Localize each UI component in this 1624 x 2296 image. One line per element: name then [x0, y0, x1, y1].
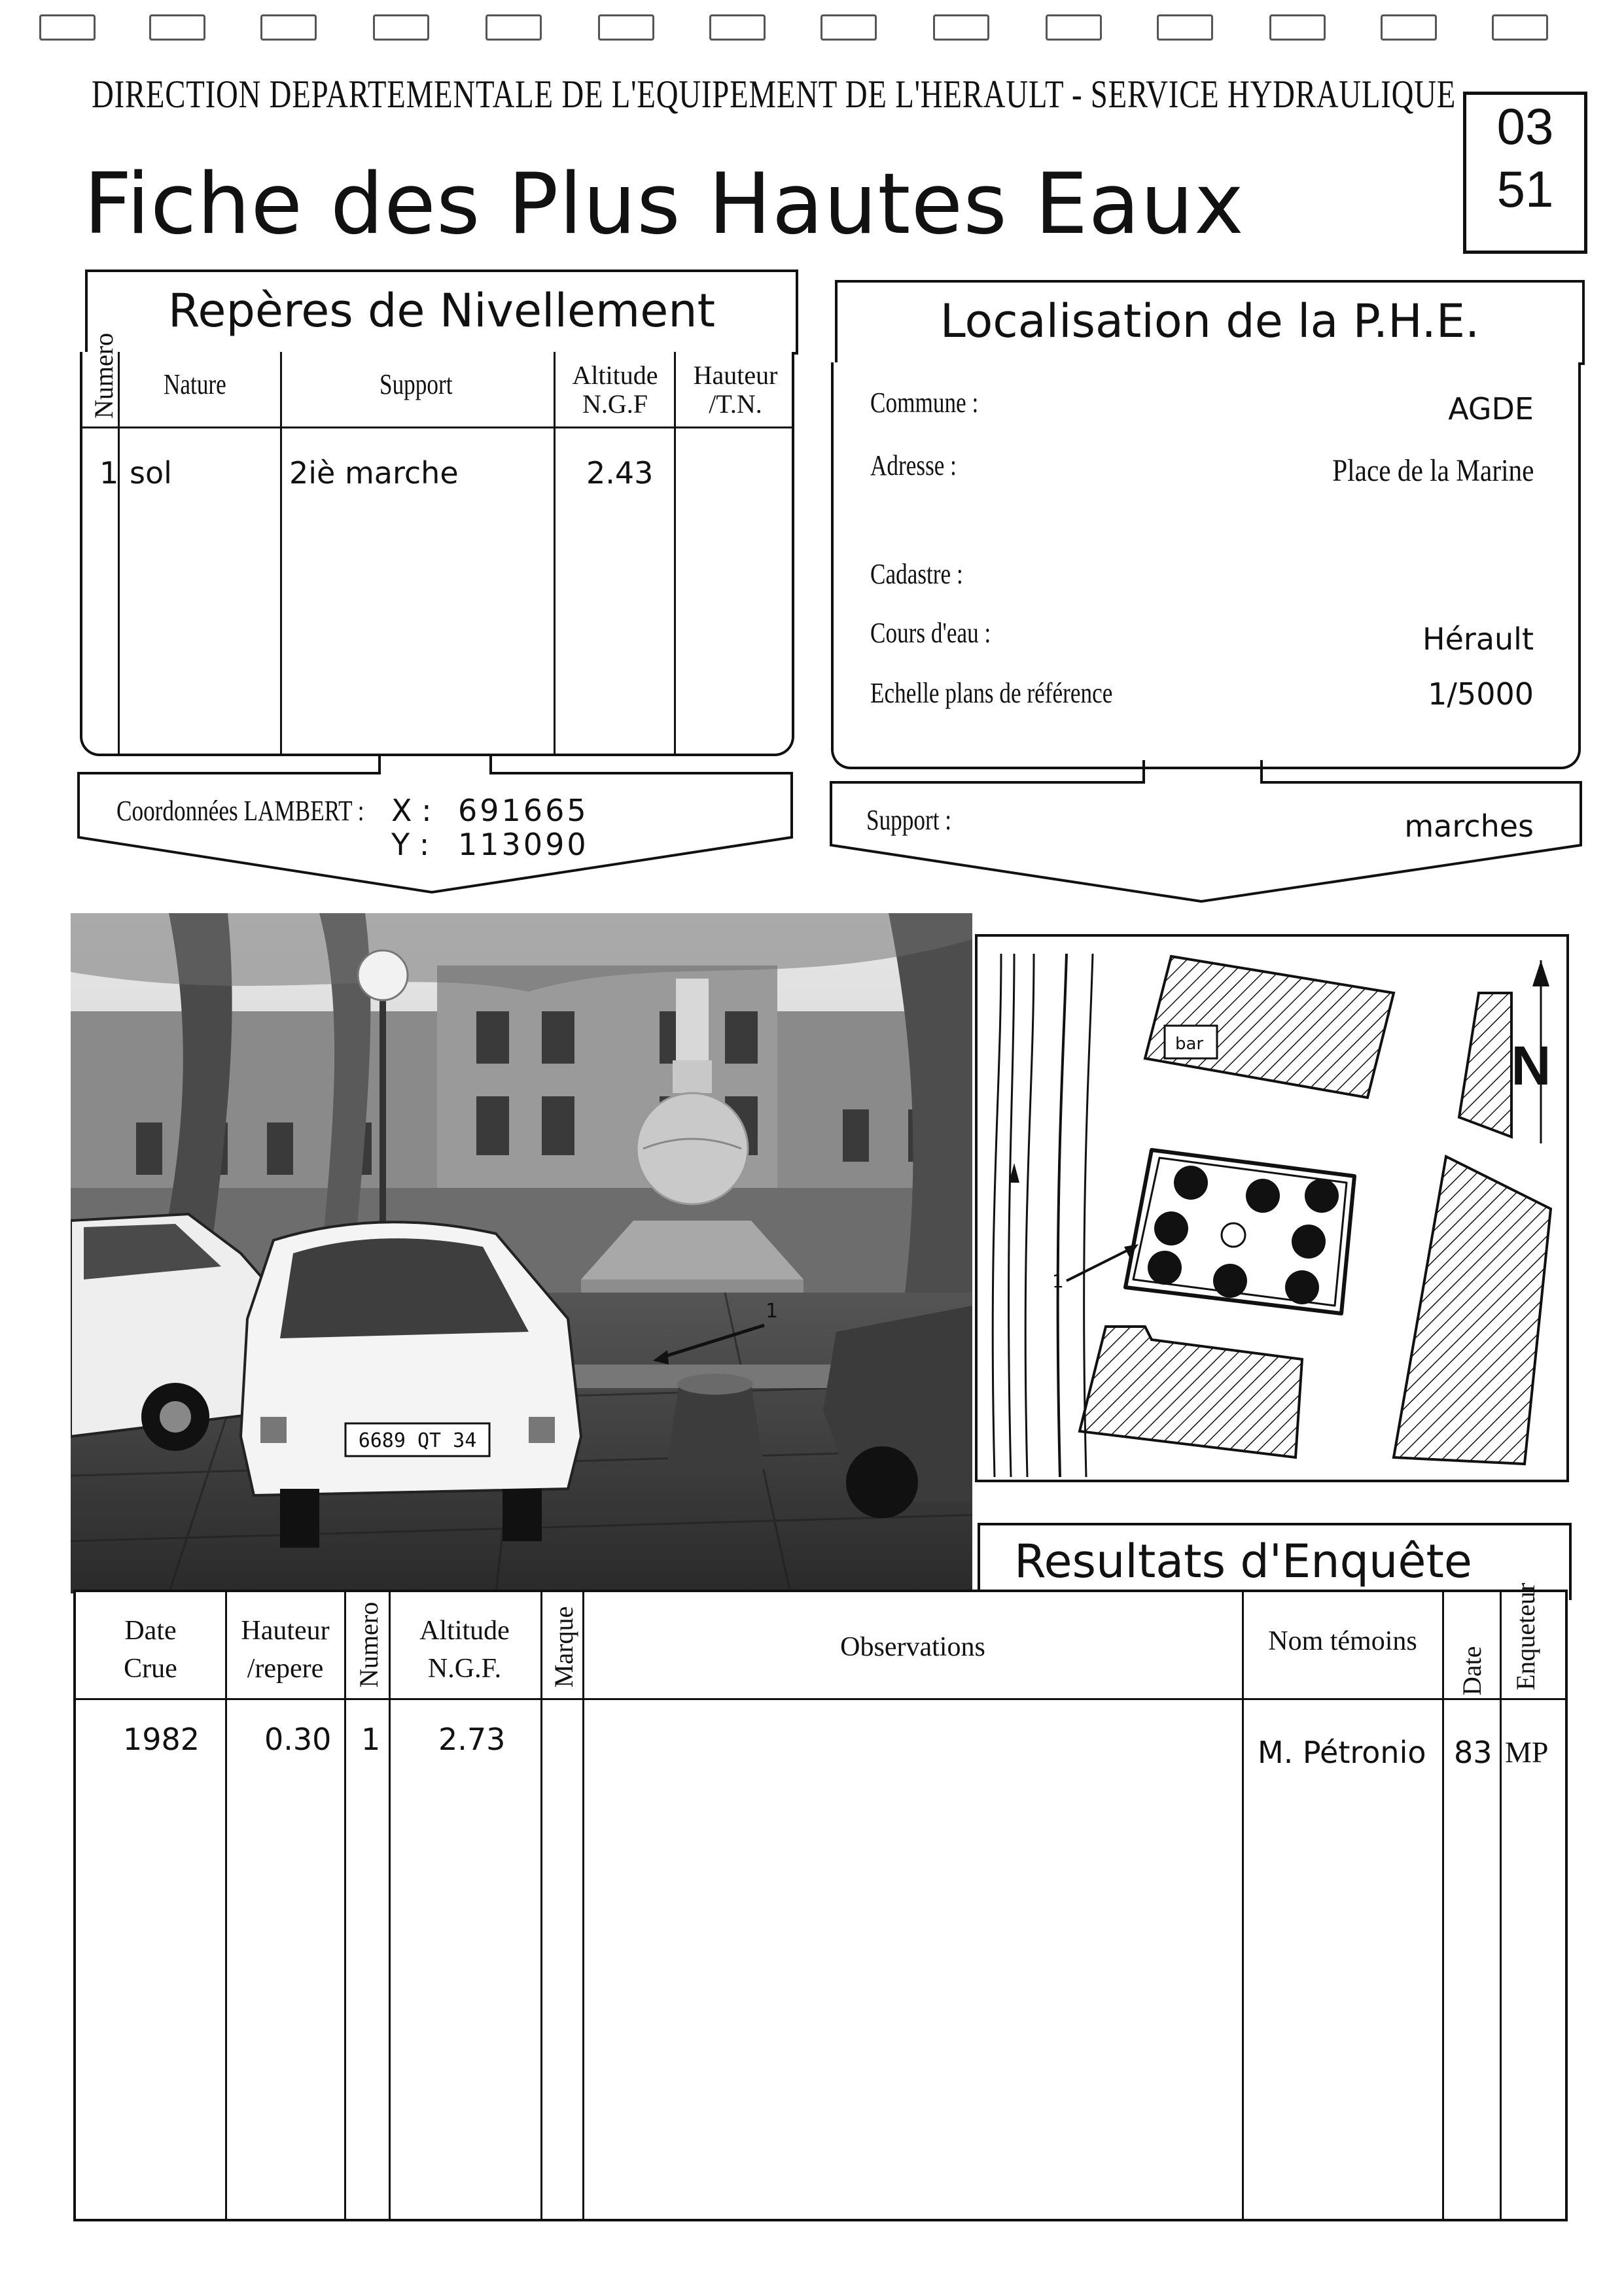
- punch-hole: [373, 14, 429, 41]
- punch-hole: [39, 14, 96, 41]
- resultats-row-date: 83: [1454, 1735, 1492, 1770]
- plan-bar-label: bar: [1175, 1034, 1204, 1054]
- punch-hole: [1269, 14, 1326, 41]
- resultats-row-hauteur: 0.30: [264, 1722, 332, 1757]
- cours-eau-label: Cours d'eau :: [870, 617, 991, 649]
- punch-hole: [149, 14, 205, 41]
- resultats-title: Resultats d'Enquête: [1014, 1535, 1472, 1588]
- page-title: Fiche des Plus Hautes Eaux: [84, 156, 1244, 253]
- lambert-y-label: Y :: [391, 827, 430, 862]
- lambert-x-label: X :: [391, 793, 432, 828]
- punch-hole: [821, 14, 877, 41]
- lambert-x-value: 691665: [458, 793, 589, 828]
- reperes-title-box: [85, 270, 798, 355]
- lambert-y-value: 113090: [458, 827, 589, 862]
- reperes-col-support: Support: [380, 368, 453, 400]
- punch-hole: [1046, 14, 1102, 41]
- punch-hole: [1381, 14, 1437, 41]
- punch-hole: [485, 14, 542, 41]
- resultats-col-numero: Numero: [354, 1601, 383, 1688]
- adresse-label: Adresse :: [870, 449, 957, 481]
- support-label: Support :: [866, 804, 952, 836]
- reperes-row-nature: sol: [130, 455, 172, 491]
- resultats-row-nom: M. Pétronio: [1258, 1735, 1426, 1770]
- reperes-row-support: 2iè marche: [289, 455, 459, 491]
- resultats-col-hauteur: Hauteur /repere: [241, 1616, 330, 1684]
- resultats-col-marque: Marque: [549, 1606, 578, 1688]
- sheet-code-box: [1463, 92, 1587, 254]
- echelle-label: Echelle plans de référence: [870, 677, 1113, 709]
- resultats-col-enqueteur: Enqueteur: [1511, 1582, 1540, 1690]
- photo-marker-label: 1: [766, 1300, 779, 1323]
- resultats-row-altitude: 2.73: [438, 1722, 506, 1757]
- resultats-col-nom: Nom témoins: [1268, 1626, 1417, 1656]
- site-photo: [71, 913, 972, 1593]
- echelle-value: 1/5000: [1428, 676, 1534, 712]
- plan-marker-label: 1: [1052, 1270, 1064, 1292]
- punch-hole: [598, 14, 654, 41]
- support-value: marches: [1404, 809, 1534, 844]
- sheet-code-bottom: 51: [1496, 160, 1554, 218]
- reperes-col-altitude: Altitude N.G.F: [572, 360, 658, 419]
- adresse-value: Place de la Marine: [1332, 453, 1534, 488]
- resultats-col-date: Date: [1457, 1646, 1487, 1696]
- resultats-col-altitude: Altitude N.G.F.: [419, 1616, 510, 1684]
- punch-hole: [1157, 14, 1213, 41]
- sheet-code-top: 03: [1496, 97, 1554, 155]
- cadastre-label: Cadastre :: [870, 558, 963, 590]
- north-arrow-label: N: [1511, 1035, 1551, 1096]
- resultats-row-enqueteur: MP: [1505, 1735, 1549, 1769]
- license-plate: 6689 QT 34: [358, 1429, 477, 1452]
- site-plan: [975, 934, 1569, 1482]
- reperes-col-numero: Numero: [89, 332, 118, 419]
- reperes-title: Repères de Nivellement: [168, 284, 716, 338]
- reperes-row-altitude: 2.43: [586, 455, 654, 491]
- localisation-title: Localisation de la P.H.E.: [940, 294, 1480, 348]
- resultats-col-observations: Observations: [840, 1632, 985, 1662]
- cours-eau-value: Hérault: [1422, 621, 1534, 657]
- punch-hole: [933, 14, 989, 41]
- resultats-col-date-crue: Date Crue: [124, 1616, 177, 1684]
- punch-hole: [260, 14, 317, 41]
- department-header: DIRECTION DEPARTEMENTALE DE L'EQUIPEMENT DE L'HERAULT - SERVICE HYDRAULIQUE: [92, 73, 1456, 116]
- reperes-col-nature: Nature: [164, 368, 226, 400]
- punch-hole: [1492, 14, 1548, 41]
- resultats-title-box: [978, 1523, 1572, 1600]
- localisation-title-box: [835, 280, 1585, 365]
- resultats-row-date-crue: 1982: [123, 1722, 200, 1757]
- commune-label: Commune :: [870, 387, 979, 419]
- lambert-label: Coordonnées LAMBERT :: [116, 795, 364, 827]
- commune-value: AGDE: [1448, 391, 1534, 426]
- punch-hole: [709, 14, 766, 41]
- lambert-arrow-box: [72, 752, 805, 903]
- reperes-col-hauteur: Hauteur /T.N.: [693, 360, 778, 419]
- resultats-row-numero: 1: [361, 1722, 381, 1757]
- reperes-row-numero: 1: [99, 455, 119, 491]
